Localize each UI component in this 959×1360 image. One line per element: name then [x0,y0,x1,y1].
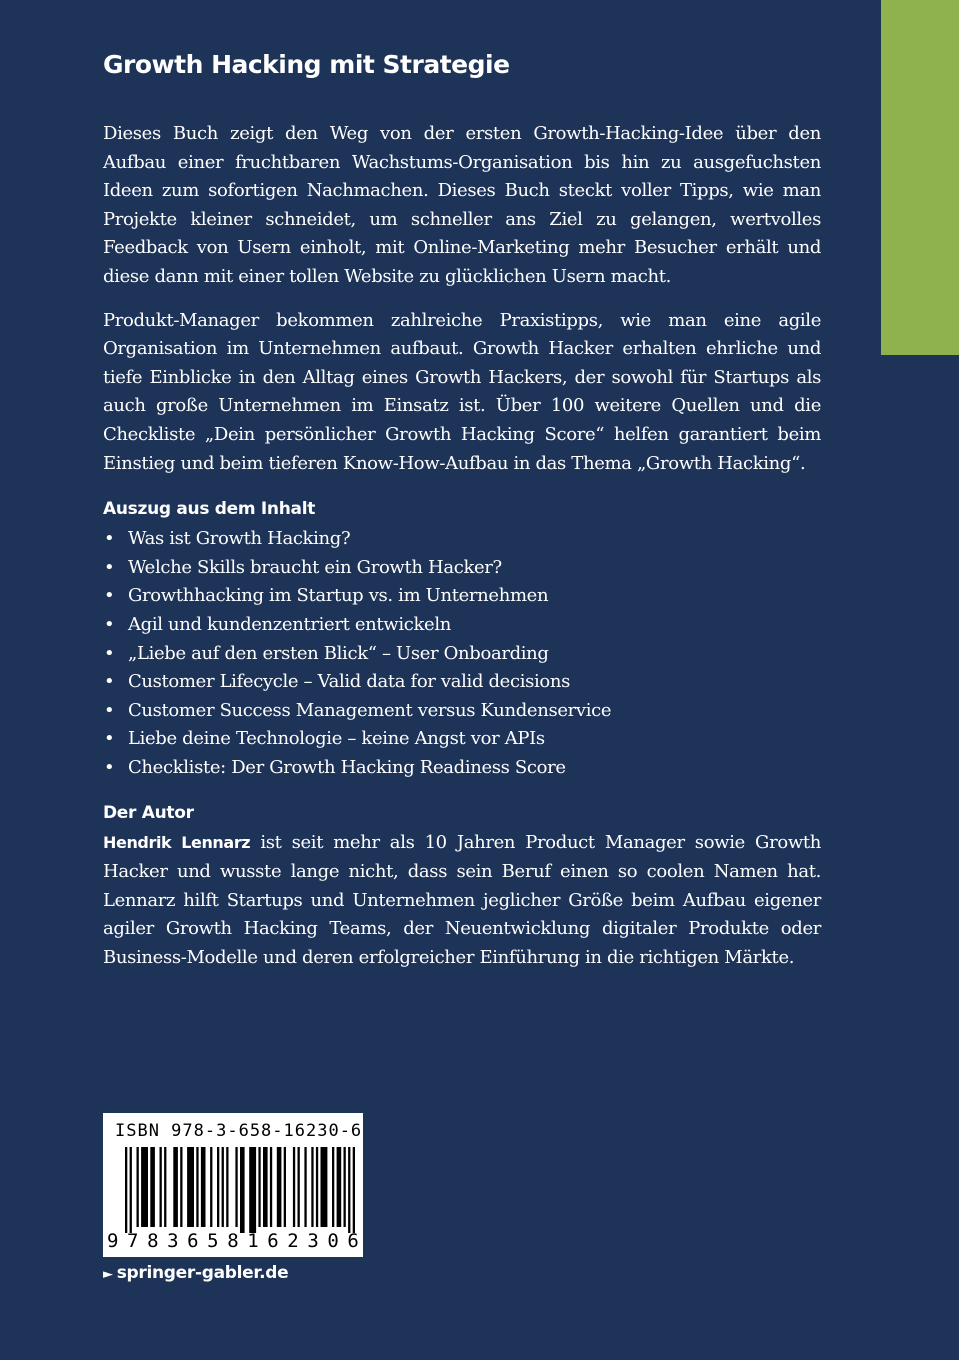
publisher-link[interactable] [103,1263,288,1283]
barcode-bar [263,1147,268,1227]
list-item-text: Liebe deine Technologie – keine Angst vor APIs [128,728,545,750]
barcode-bar [258,1147,260,1227]
publisher-url: springer-gabler.de [116,1263,289,1283]
bullet-icon: • [104,671,115,693]
barcode-digit: 9 [107,1230,119,1252]
description-paragraph-2: Produkt-Manager bekommen zahlreiche Praxistipps, wie man eine agile Organisation im Unternehmen aufbaut. Growth Hacker erhalten ehrliche und tiefe Einblicke in den Alltag eines Growth Hackers, der sowohl für Startups als auch große Unternehmen im Einsatz ist. Über 100 weitere Quellen und die Checkliste „Dein persönlicher Growth Hacking Score“ helfen garantiert beim Einstieg und beim tieferen Know-How-Aufbau in das Thema „Growth Hacking“. [103,309,821,474]
author-bio-text: ist seit mehr als 10 Jahren Product Manager sowie Growth Hacker und wusste lange nicht, dass sein Beruf einen so coolen Namen hat. Lennarz hilft Startups und Unternehmen jeglicher Größe beim Aufbau eigener agiler Growth Hacking Teams, der Neuentwicklung digitaler Produkte oder Business-Modelle und deren erfolgreicher Einführung in die richtigen Märkte. [103,832,821,968]
barcode-bar [332,1147,334,1227]
list-item-text: Agil und kundenzentriert entwickeln [128,613,451,635]
arrow-right-icon: ► [103,1267,113,1282]
barcode-bar [316,1147,318,1227]
list-item-text: Customer Success Management versus Kundenservice [128,699,612,721]
barcode-digit: 8 [147,1230,159,1252]
author-heading: Der Autor [103,803,194,824]
barcode-bar [180,1147,182,1227]
barcode-digit: 8 [227,1230,239,1252]
barcode-digits [107,1230,359,1252]
isbn-label: ISBN 978-3-658-16230-6 [115,1121,363,1141]
barcode-bar [240,1147,245,1233]
list-item [103,525,821,554]
bullet-icon: • [104,613,115,635]
isbn-barcode [103,1113,363,1257]
barcode-bar [226,1147,228,1227]
barcode-bar [130,1147,132,1233]
barcode-bar [277,1147,282,1227]
list-item-text: Checkliste: Der Growth Hacking Readiness Score [128,756,566,778]
barcode-bar [321,1147,328,1227]
barcode-bar [217,1147,219,1227]
bullet-icon: • [104,728,115,750]
barcode-bar [304,1147,306,1227]
back-cover-text [103,44,821,972]
barcode-digit: 7 [127,1230,139,1252]
barcode-digit: 2 [287,1230,299,1252]
barcode-bars [125,1147,355,1233]
list-item-text: Welche Skills braucht ein Growth Hacker? [128,556,502,578]
list-item [103,640,821,669]
list-item-text: „Liebe auf den ersten Blick“ – User Onboarding [128,642,549,664]
barcode-digit: 5 [207,1230,219,1252]
barcode-bar [160,1147,162,1227]
barcode-digit: 1 [247,1230,259,1252]
barcode-bar [164,1147,166,1227]
list-item [103,668,821,697]
barcode-bar [337,1147,342,1227]
bullet-icon: • [104,556,115,578]
barcode-bar [196,1147,198,1227]
barcode-bar [150,1147,155,1227]
barcode-digit: 6 [267,1230,279,1252]
barcode-bar [201,1147,206,1227]
barcode-bar [311,1147,313,1227]
barcode-bar [353,1147,355,1233]
list-item [103,554,821,583]
bullet-icon: • [104,528,115,550]
list-item-text: Customer Lifecycle – Valid data for valid decisions [128,671,571,693]
barcode-bar [210,1147,212,1227]
list-item-text: Was ist Growth Hacking? [128,528,351,550]
barcode-digit: 0 [327,1230,339,1252]
barcode-bar [298,1147,300,1227]
barcode-bar [348,1147,350,1233]
author-name: Hendrik Lennarz [103,833,251,853]
barcode-bar [249,1147,256,1233]
barcode-bar [137,1147,139,1227]
list-item [103,725,821,754]
description-paragraph-1: Dieses Buch zeigt den Weg von der ersten Growth-Hacking-Idee über den Aufbau einer fruchtbaren Wachstums-Organisation bis hin zu ausgefuchsten Ideen zum sofortigen Nachmachen. Dieses Buch steckt voller Tipps, wie man Projekte kleiner schneidet, um schneller ans Ziel zu gelangen, wertvolles Feedback von Usern einholt, mit Online-Marketing mehr Besucher erhält und diese dann mit einer tollen Website zu glücklichen Usern macht. [103,123,821,287]
contents-heading: Auszug aus dem Inhalt [103,499,316,520]
book-title: Growth Hacking mit Strategie [103,50,510,79]
barcode-digit: 6 [347,1230,359,1252]
list-item [103,697,821,726]
bullet-icon: • [104,756,115,778]
barcode-bar [222,1147,224,1227]
list-item [103,754,821,783]
barcode-bar [235,1147,237,1227]
barcode-bar [293,1147,295,1227]
list-item [103,582,821,611]
barcode-bar [284,1147,286,1227]
barcode-bar [270,1147,272,1227]
author-bio [103,829,821,972]
barcode-bar [173,1147,178,1227]
list-item [103,611,821,640]
barcode-digit: 3 [167,1230,179,1252]
accent-tab [881,0,959,355]
bullet-icon: • [104,585,115,607]
barcode-digit: 3 [307,1230,319,1252]
barcode-bar [141,1147,148,1227]
barcode-bar [125,1147,127,1233]
bullet-icon: • [104,642,115,664]
list-item-text: Growthhacking im Startup vs. im Unternehmen [128,585,549,607]
barcode-bar [187,1147,194,1227]
contents-list [103,525,821,782]
barcode-digit: 6 [187,1230,199,1252]
barcode-bar [344,1147,346,1227]
bullet-icon: • [104,699,115,721]
